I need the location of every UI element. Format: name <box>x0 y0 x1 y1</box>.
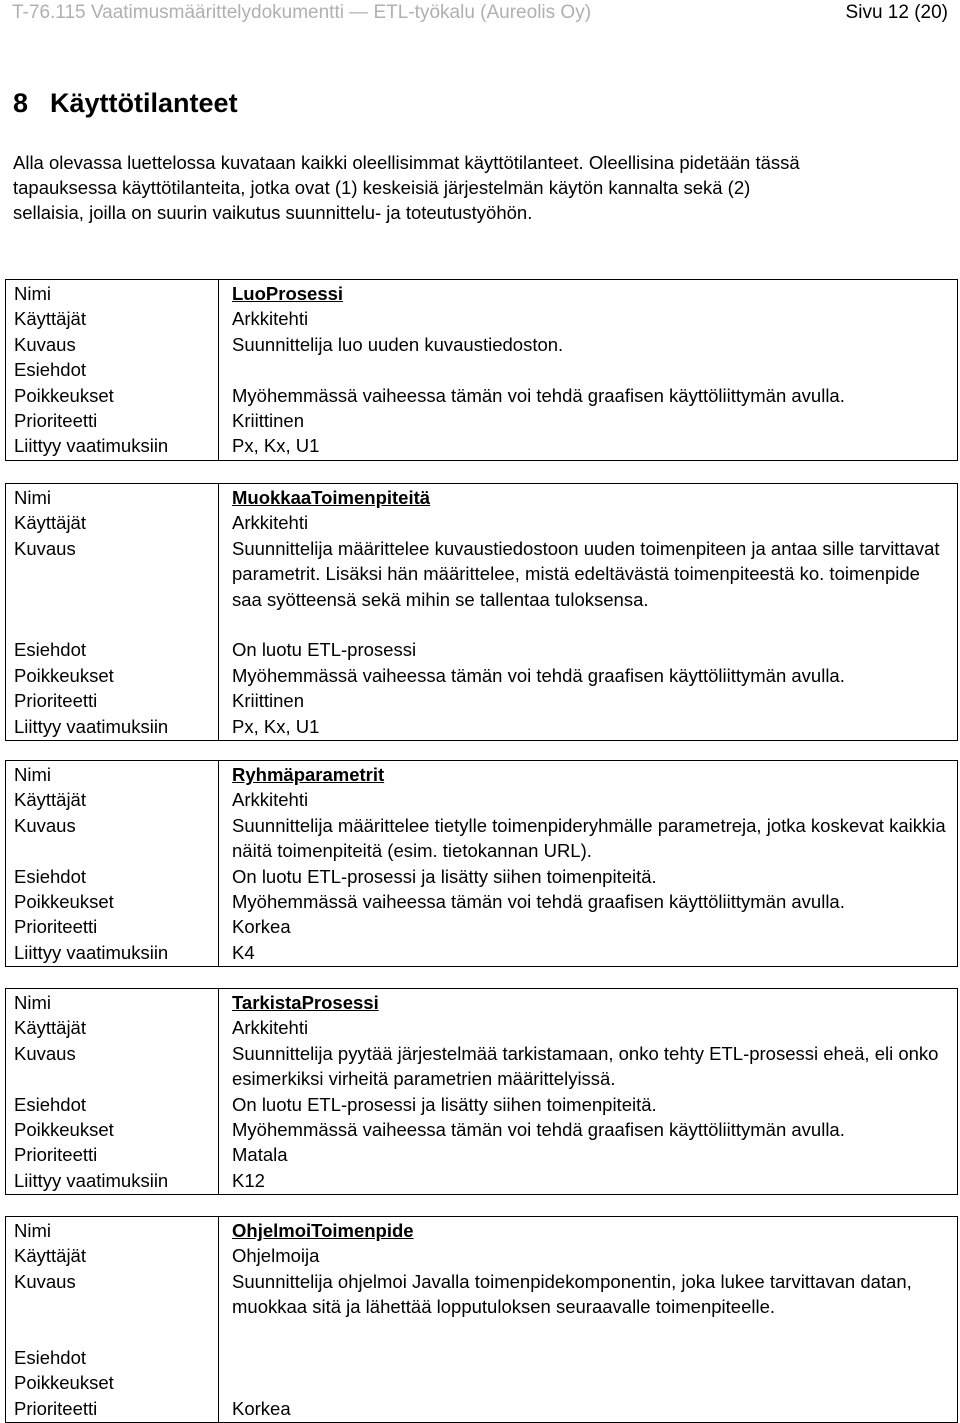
label-liittyy: Liittyy vaatimuksiin <box>14 715 169 737</box>
use-case-name: OhjelmoiToimenpide <box>232 1220 414 1241</box>
label-poikkeukset: Poikkeukset <box>14 891 114 913</box>
intro-line: tapauksessa käyttötilanteita, jotka ovat (1) keskeisiä järjestelmän käytön kannalta sekä (2) <box>13 177 751 198</box>
use-case-users: Arkkitehti <box>232 308 309 330</box>
label-kayttajat: Käyttäjät <box>14 1245 86 1267</box>
use-case-name: Ryhmäparametrit <box>232 764 385 785</box>
label-kayttajat: Käyttäjät <box>14 1017 86 1039</box>
intro-line: sellaisia, joilla on suurin vaikutus suunnittelu- ja toteutustyöhön. <box>13 202 533 223</box>
label-liittyy: Liittyy vaatimuksiin <box>14 1169 169 1191</box>
use-case-description: Suunnittelija luo uuden kuvaustiedoston. <box>232 333 564 355</box>
use-case-users: Arkkitehti <box>232 1017 309 1039</box>
section-heading <box>13 88 238 119</box>
label-nimi: Nimi <box>14 487 51 508</box>
use-case-exceptions: Myöhemmässä vaiheessa tämän voi tehdä graafisen käyttöliittymän avulla. <box>232 891 845 913</box>
label-kayttajat: Käyttäjät <box>14 308 86 330</box>
label-esiehdot: Esiehdot <box>14 359 86 381</box>
label-nimi: Nimi <box>14 283 51 304</box>
use-case-exceptions: Myöhemmässä vaiheessa tämän voi tehdä graafisen käyttöliittymän avulla. <box>232 1119 845 1141</box>
label-nimi: Nimi <box>14 1220 51 1241</box>
page-number: Sivu 12 (20) <box>845 2 948 23</box>
use-case-priority: Korkea <box>232 916 291 938</box>
label-liittyy: Liittyy vaatimuksiin <box>14 435 169 457</box>
field-values <box>219 280 958 461</box>
use-case-description: Suunnittelija pyytää järjestelmää tarkistamaan, onko tehty ETL-prosessi eheä, eli onko esimerkiksi virheitä parametrien määrittelyissä. <box>232 1042 939 1090</box>
label-esiehdot: Esiehdot <box>14 1093 86 1115</box>
use-case-preconditions: On luotu ETL-prosessi ja lisätty siihen toimenpiteitä. <box>232 1093 657 1115</box>
label-kuvaus: Kuvaus <box>14 537 76 559</box>
label-kayttajat: Käyttäjät <box>14 789 86 811</box>
label-nimi: Nimi <box>14 764 51 785</box>
use-case-description: Suunnittelija ohjelmoi Javalla toimenpidekomponentin, joka lukee tarvittavan datan, muokkaa sitä ja lähettää lopputuloksen seuraavalle toimenpiteelle. <box>232 1270 912 1318</box>
label-poikkeukset: Poikkeukset <box>14 1119 114 1141</box>
label-kuvaus: Kuvaus <box>14 814 76 836</box>
label-liittyy: Liittyy vaatimuksiin <box>14 941 169 963</box>
label-prioriteetti: Prioriteetti <box>14 410 98 432</box>
use-case-exceptions <box>232 1370 951 1395</box>
running-header <box>12 0 948 26</box>
use-case-name: MuokkaaToimenpiteitä <box>232 487 431 508</box>
label-poikkeukset: Poikkeukset <box>14 384 114 406</box>
use-case-description: Suunnittelija määrittelee tietylle toimenpideryhmälle parametreja, jotka koskevat kaikkia näitä toimenpiteitä (esim. tietokannan URL). <box>232 814 946 862</box>
use-case-preconditions <box>232 357 951 382</box>
use-case-priority: Kriittinen <box>232 690 304 712</box>
use-case-requirements: Px, Kx, U1 <box>232 715 320 737</box>
use-case-requirements: Px, Kx, U1 <box>232 435 320 457</box>
label-poikkeukset: Poikkeukset <box>14 1372 114 1394</box>
use-case-table <box>5 483 958 741</box>
use-case-priority: Matala <box>232 1144 288 1166</box>
field-labels <box>6 761 219 967</box>
use-case-description: Suunnittelija määrittelee kuvaustiedostoon uuden toimenpiteen ja antaa sille tarvittavat parametrit. Lisäksi hän määrittelee, mistä edeltävästä toimenpiteestä ko. toimenpide saa syötteensä sekä mihin se tallentaa tuloksensa. <box>232 537 940 610</box>
field-labels <box>6 280 219 461</box>
label-nimi: Nimi <box>14 992 51 1013</box>
label-prioriteetti: Prioriteetti <box>14 690 98 712</box>
use-case-preconditions: On luotu ETL-prosessi ja lisätty siihen toimenpiteitä. <box>232 865 657 887</box>
intro-line: Alla olevassa luettelossa kuvataan kaikki oleellisimmat käyttötilanteet. Oleellisina pidetään tässä <box>13 152 800 173</box>
section-title: Käyttötilanteet <box>50 88 238 118</box>
use-case-table <box>5 1216 958 1423</box>
label-poikkeukset: Poikkeukset <box>14 664 114 686</box>
use-case-name: TarkistaProsessi <box>232 992 379 1013</box>
label-kuvaus: Kuvaus <box>14 333 76 355</box>
field-values <box>219 761 958 967</box>
field-values <box>219 989 958 1195</box>
use-case-priority: Korkea <box>232 1397 291 1419</box>
field-labels <box>6 484 219 741</box>
label-prioriteetti: Prioriteetti <box>14 1144 98 1166</box>
use-case-preconditions: On luotu ETL-prosessi <box>232 639 417 661</box>
field-values <box>219 484 958 741</box>
use-case-users: Ohjelmoija <box>232 1245 320 1267</box>
intro-paragraph <box>13 150 948 225</box>
use-case-table <box>5 760 958 967</box>
field-labels <box>6 1217 219 1423</box>
use-case-preconditions <box>232 1345 951 1370</box>
label-kuvaus: Kuvaus <box>14 1042 76 1064</box>
use-case-requirements: K4 <box>232 941 255 963</box>
use-case-users: Arkkitehti <box>232 512 309 534</box>
label-prioriteetti: Prioriteetti <box>14 916 98 938</box>
use-case-name: LuoProsessi <box>232 283 344 304</box>
use-case-users: Arkkitehti <box>232 789 309 811</box>
label-esiehdot: Esiehdot <box>14 1347 86 1368</box>
label-kuvaus: Kuvaus <box>14 1270 76 1292</box>
use-case-priority: Kriittinen <box>232 410 304 432</box>
document-title: T-76.115 Vaatimusmäärittelydokumentti — ETL-työkalu (Aureolis Oy) <box>12 2 592 23</box>
use-case-exceptions: Myöhemmässä vaiheessa tämän voi tehdä graafisen käyttöliittymän avulla. <box>232 664 845 686</box>
field-labels <box>6 989 219 1195</box>
label-kayttajat: Käyttäjät <box>14 512 86 534</box>
section-number: 8 <box>13 88 29 118</box>
label-esiehdot: Esiehdot <box>14 639 86 661</box>
label-esiehdot: Esiehdot <box>14 865 86 887</box>
use-case-requirements: K12 <box>232 1169 265 1191</box>
use-case-exceptions: Myöhemmässä vaiheessa tämän voi tehdä graafisen käyttöliittymän avulla. <box>232 384 845 406</box>
field-values <box>219 1217 958 1423</box>
label-prioriteetti: Prioriteetti <box>14 1397 98 1419</box>
use-case-table <box>5 279 958 461</box>
use-case-table <box>5 988 958 1195</box>
